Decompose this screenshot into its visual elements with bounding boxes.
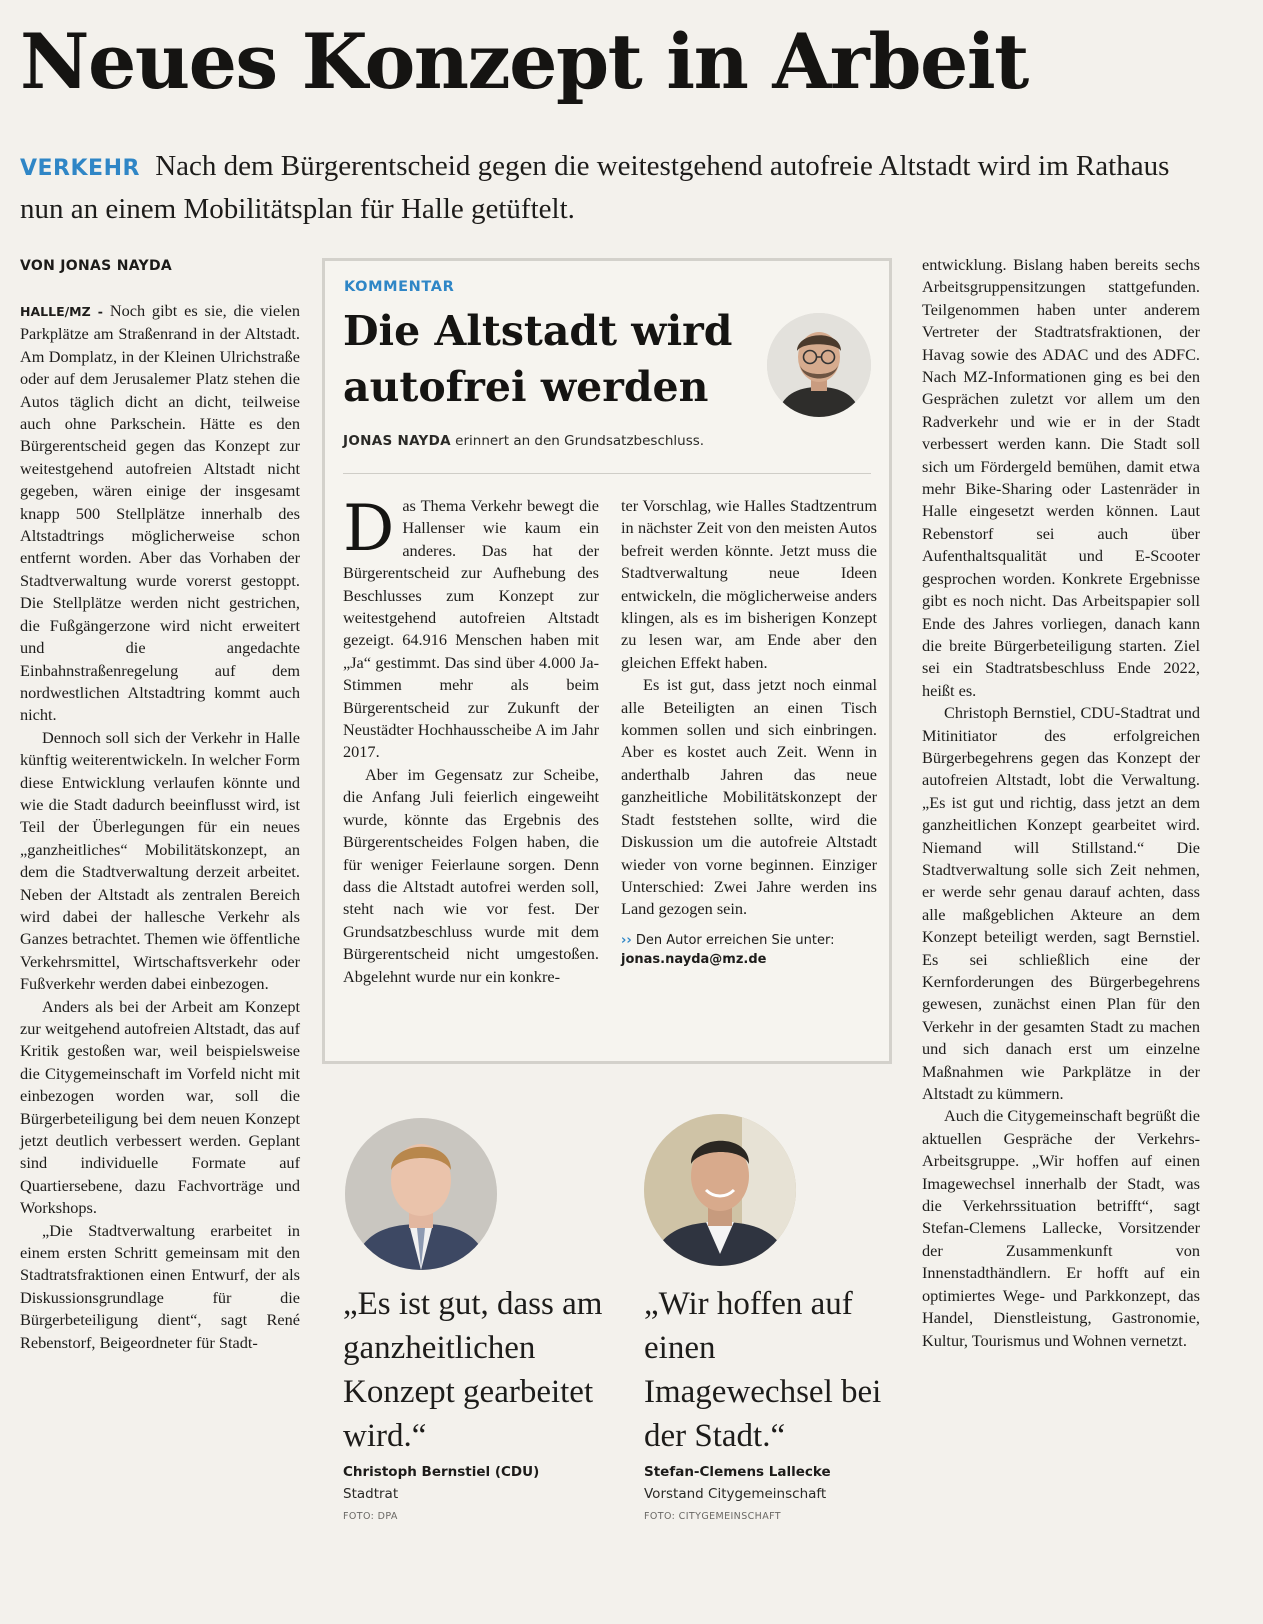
quote-lallecke: „Wir hoffen auf einen Imagewechsel bei der Stadt.“	[644, 1286, 882, 1454]
portrait-lallecke	[644, 1114, 796, 1266]
paragraph: Es ist gut, dass jetzt noch einmal alle Beteiligten an einen Tisch kommen sollen und sich einbringen. Aber es kostet auch Zeit. Wenn in anderthalb Jahren das neue ganzheitliche Mobilitätskonzept der Stadt feststehen sollte, wird die Diskussion um die autofreie Altstadt wieder von vorne beginnen. Einziger Unterschied: Zwei Jahre werden ins Land gezogen sein.	[621, 675, 877, 919]
paragraph: Christoph Bernstiel, CDU-Stadtrat und Mitinitiator des erfolgreichen Bürgerbegehrens gegen das Konzept der autofreien Altstadt, lobt die Verwaltung. „Es ist gut und richtig, dass jetzt an dem ganzheitlichen Konzept gearbeitet wird. Niemand will Stillstand.“ Die Stadtverwaltung solle sich Zeit nehmen, er werde sehr genau darauf achten, dass alle maßgeblichen Akteure an dem Konzept beteiligt werden, sagt Bernstiel. Es sei schließlich eine der Kernforderungen des Bürgerbegehrens gewesen, zunächst einen Plan für den Verkehr in der gesamten Stadt zu machen und sich danach erst um einzelne Maßnahmen wie Parkplätze in der Altstadt zu kümmern.	[922, 703, 1200, 1104]
quote-name: Stefan-Clemens Lallecke	[644, 1464, 831, 1480]
paragraph: Anders als bei der Arbeit am Konzept zur weitgehend autofreien Altstadt, das auf Kritik gestoßen war, weil beispielsweise die Citygemeinschaft im Vorfeld nicht mit einbezogen worden war, soll die Bürgerbeteiligung bei dem neuen Konzept jetzt deutlich verbessert werden. Geplant sind individuelle Formate auf Quartiersebene, dazu Fachvorträge und Workshops.	[20, 996, 300, 1218]
kommentar-teaser: JONAS NAYDA erinnert an den Grundsatzbeschluss.	[343, 433, 705, 449]
author-contact	[621, 931, 877, 969]
section-kicker: VERKEHR	[20, 156, 140, 181]
photo-credit: FOTO: DPA	[343, 1511, 398, 1522]
deck-text: Nach dem Bürgerentscheid gegen die weitestgehend autofreie Altstadt wird im Rathaus nun an einem Mobilitätsplan für Halle getüftelt.	[20, 150, 1170, 225]
kommentar-author: JONAS NAYDA	[343, 433, 451, 449]
kommentar-column-2	[621, 495, 877, 969]
article-column-right	[922, 254, 1200, 1352]
paragraph: HALLE/MZ - Noch gibt es sie, die vielen Parkplätze am Straßenrand in der Altstadt. Am Domplatz, in der Kleinen Ulrichstraße oder auf dem Jerusalemer Platz stehen die Autos täglich dicht an dicht, teilweise auch ohne Parkschein. Hätte es den Bürgerentscheid gegen das Konzept zur weitestgehend autofreien Altstadt nicht gegeben, wären einige der insgesamt knapp 500 Stellplätze innerhalb des Altstadtrings möglicherweise schon entfernt worden. Aber das Vorhaben der Stadtverwaltung wurde vorerst gestoppt. Die Stellplätze werden nicht gestrichen, die Fußgängerzone wird nicht erweitert und die angedachte Einbahnstraßenregelung auf dem nordwestlichen Altstadtring kommt auch nicht.	[20, 301, 300, 725]
paragraph: ter Vorschlag, wie Halles Stadtzentrum in nächster Zeit von den meisten Autos befreit werden könnte. Jetzt muss die Stadtverwaltung neue Ideen entwickeln, die möglicherweise anders klingen, als es im bisherigen Konzept zu lesen war, am Ende aber den gleichen Effekt haben.	[621, 496, 877, 672]
kommentar-kicker: KOMMENTAR	[344, 279, 455, 295]
deck	[20, 146, 1220, 229]
kommentar-column-1	[343, 492, 599, 988]
contact-label: Den Autor erreichen Sie unter:	[635, 932, 835, 948]
paragraph: „Die Stadtverwaltung erarbeitet in einem ersten Schritt gemeinsam mit den Stadtratsfraktionen einen Entwurf, der als Diskussionsgrundlage für die Bürgerbeteiligung dient“, sagt René Rebenstorf, Beigeordneter für Stadt-	[20, 1220, 300, 1352]
paragraph: Auch die Citygemeinschaft begrüßt die aktuellen Gespräche der Verkehrs-Arbeitsgruppe. „Wir hoffen auf einen Imagewechsel innerhalb der Stadt, was die Verkehrssituation betrifft“, sagt Stefan-Clemens Lallecke, Vorsitzender der Zusammenkunft von Innenstadthändlern. Er hofft auf ein optimiertes Wege- und Parkkonzept, das Handel, Dienstleistung, Gastronomie, Kultur, Tourismus und Wohnen vernetzt.	[922, 1106, 1200, 1350]
person-photo-icon	[644, 1114, 796, 1266]
author-photo-icon	[767, 313, 871, 417]
paragraph: Das Thema Verkehr bewegt die Hallenser wie kaum ein anderes. Das hat der Bürgerentscheid zur Aufhebung des Beschlusses zum Konzept zur weitestgehend autofreien Altstadt gezeigt. 64.916 Menschen haben mit „Ja“ gestimmt. Das sind über 4.000 Ja-Stimmen mehr als beim Bürgerentscheid zur Zukunft der Neustädter Hochhausscheibe A im Jahr 2017.	[343, 492, 599, 762]
quote-name: Christoph Bernstiel (CDU)	[343, 1464, 540, 1480]
byline: VON JONAS NAYDA	[20, 258, 173, 274]
quote-bernstiel: „Es ist gut, dass am ganzheitlichen Konzept gearbeitet wird.“	[343, 1286, 603, 1454]
headline: Neues Konzept in Arbeit	[20, 17, 1028, 106]
paragraph: Dennoch soll sich der Verkehr in Halle künftig weiterentwickeln. In welcher Form diese Entwicklung verlaufen könnte und wie die Stadt dadurch beeinflusst wird, ist Teil der Überlegungen für ein neues „ganzheitliches“ Mobilitätskonzept, an dem die Stadtverwaltung derzeit arbeitet. Neben der Altstadt als zentralen Bereich wird dabei der hallesche Verkehr als Ganzes betrachtet. Themen wie öffentliche Verkehrsmittel, Wirtschaftsverkehr oder Fußverkehr werden dabei einbezogen.	[20, 727, 300, 994]
person-photo-icon	[345, 1118, 497, 1270]
dateline: HALLE/MZ -	[20, 304, 103, 319]
divider	[343, 473, 871, 474]
portrait-bernstiel	[345, 1118, 497, 1270]
quote-role: Stadtrat	[343, 1486, 399, 1502]
photo-credit: FOTO: CITYGEMEINSCHAFT	[644, 1511, 781, 1522]
paragraph: Aber im Gegensatz zur Scheibe, die Anfang Juli feierlich eingeweiht wurde, könnte das Ergebnis des Bürgerentscheides Folgen haben, die für weniger Feierlaune sorgen. Denn dass die Altstadt autofrei werden soll, steht nach wie vor fest. Der Grundsatzbeschluss wurde mit dem Bürgerentscheid nicht umgestoßen. Abgelehnt wurde nur ein konkre-	[343, 764, 599, 986]
drop-cap: D	[343, 492, 395, 566]
kommentar-title: Die Altstadt wird autofrei werden	[343, 307, 733, 411]
author-portrait	[767, 313, 871, 417]
paragraph: entwicklung. Bislang haben bereits sechs Arbeitsgruppensitzungen stattgefunden. Teilgenommen haben unter anderem Vertreter der Stadtratsfraktionen, der Havag sowie des ADAC und des ADFC. Nach MZ-Informationen ging es bei den Gesprächen zuletzt vor allem um den Radverkehr und wie er in der Stadt verbessert werden kann. Die Stadt soll sich um Fördergeld bemühen, damit etwa mehr Bike-Sharing oder Lastenräder in Halle eingesetzt werden können. Laut Rebenstorf sei auch über Aufenthaltsqualität und E-Scooter gesprochen worden. Konkrete Ergebnisse gibt es noch nicht. Das Arbeitspapier soll Ende des Jahres vorliegen, danach kann die breite Bürgerbeteiligung starten. Ziel sei ein Stadtratsbeschluss Ende 2022, heißt es.	[922, 255, 1200, 700]
author-email-link[interactable]: jonas.nayda@mz.de	[621, 951, 767, 967]
kommentar-box	[322, 258, 892, 1064]
arrow-icon: ››	[621, 932, 632, 948]
article-column-left	[20, 300, 300, 1354]
quote-role: Vorstand Citygemeinschaft	[644, 1486, 827, 1502]
